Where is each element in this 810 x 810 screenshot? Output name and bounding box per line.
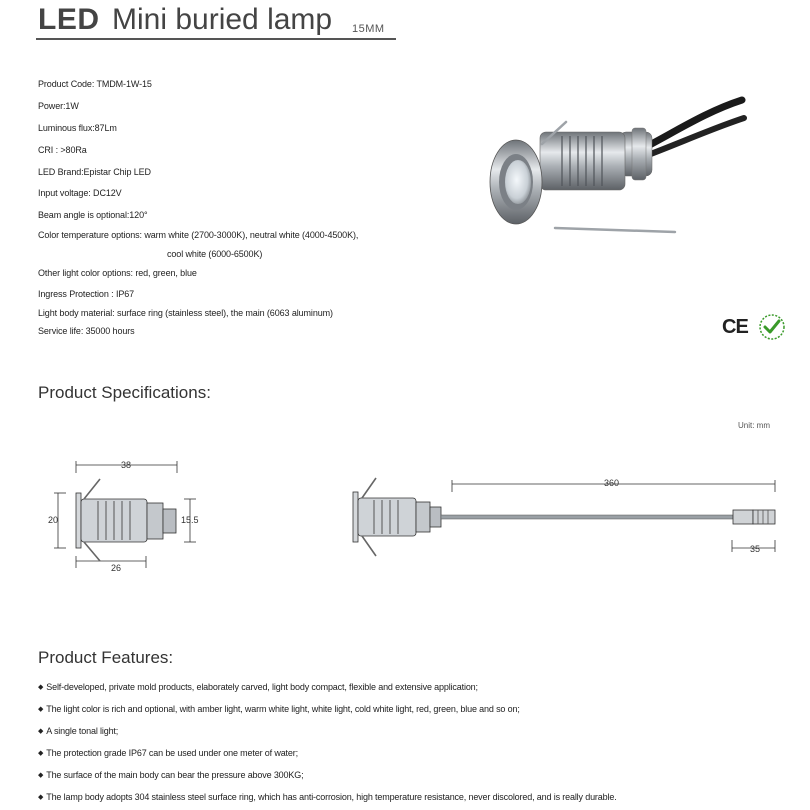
spec-material: Light body material: surface ring (stainless steel), the main (6063 aluminum) bbox=[38, 308, 333, 318]
spec-power: Power:1W bbox=[38, 101, 79, 111]
features-title: Product Features: bbox=[38, 648, 174, 667]
bullet-icon: ◆ bbox=[38, 728, 44, 735]
spec-cri: CRI : >80Ra bbox=[38, 145, 87, 155]
size-tag: 15MM bbox=[352, 23, 385, 35]
feature-text: The protection grade IP67 can be used under one meter of water; bbox=[46, 748, 298, 758]
dim-connector-length: 35 bbox=[750, 544, 761, 554]
brand-label: LED bbox=[38, 3, 100, 36]
bullet-icon: ◆ bbox=[38, 772, 44, 779]
spec-ingress-protection: Ingress Protection : IP67 bbox=[38, 289, 135, 299]
spec-color-temperature-cont: cool white (6000-6500K) bbox=[167, 249, 263, 259]
header-underline bbox=[36, 38, 396, 40]
spec-color-temperature: Color temperature options: warm white (2700-3000K), neutral white (4000-4500K), bbox=[38, 230, 359, 240]
feature-item bbox=[38, 770, 303, 780]
feature-text: The surface of the main body can bear the pressure above 300KG; bbox=[46, 770, 304, 780]
ce-mark-icon: CE bbox=[722, 316, 748, 338]
bullet-icon: ◆ bbox=[38, 684, 44, 691]
green-check-certification-icon bbox=[757, 313, 787, 341]
spec-led-brand: LED Brand:Epistar Chip LED bbox=[38, 167, 151, 177]
spec-input-voltage: Input voltage: DC12V bbox=[38, 188, 122, 198]
spec-luminous-flux: Luminous flux:87Lm bbox=[38, 123, 117, 133]
dimension-drawing-cable bbox=[340, 470, 790, 565]
specifications-title: Product Specifications: bbox=[38, 383, 211, 402]
dim-body-length: 26 bbox=[111, 563, 122, 573]
spec-other-colors: Other light color options: red, green, blue bbox=[38, 268, 197, 278]
feature-text: The light color is rich and optional, with amber light, warm white light, white light, cold white light, red, green, blue and so on; bbox=[46, 704, 520, 714]
spec-service-life: Service life: 35000 hours bbox=[38, 326, 135, 336]
spec-product-code: Product Code: TMDM-1W-15 bbox=[38, 79, 152, 89]
spec-beam-angle: Beam angle is optional:120° bbox=[38, 210, 148, 220]
feature-text: The lamp body adopts 304 stainless steel surface ring, which has anti-corrosion, high temperature resistance, never discolored, and is really durable. bbox=[46, 792, 617, 802]
dim-height: 20 bbox=[48, 515, 59, 525]
feature-item bbox=[38, 682, 478, 692]
feature-item bbox=[38, 704, 520, 714]
page-title: Mini buried lamp bbox=[112, 3, 333, 36]
feature-item bbox=[38, 748, 298, 758]
feature-text: Self-developed, private mold products, elaborately carved, light body compact, flexible and extensive application; bbox=[46, 682, 478, 692]
bullet-icon: ◆ bbox=[38, 750, 44, 757]
dim-cap-height: 15.5 bbox=[181, 515, 199, 525]
product-photo bbox=[480, 92, 750, 242]
dim-cable-length: 360 bbox=[604, 478, 620, 488]
bullet-icon: ◆ bbox=[38, 794, 44, 801]
feature-item bbox=[38, 726, 118, 736]
bullet-icon: ◆ bbox=[38, 706, 44, 713]
feature-item bbox=[38, 792, 617, 802]
unit-label: Unit: mm bbox=[738, 421, 770, 430]
dim-overall-width: 38 bbox=[121, 460, 132, 470]
feature-text: A single tonal light; bbox=[46, 726, 119, 736]
